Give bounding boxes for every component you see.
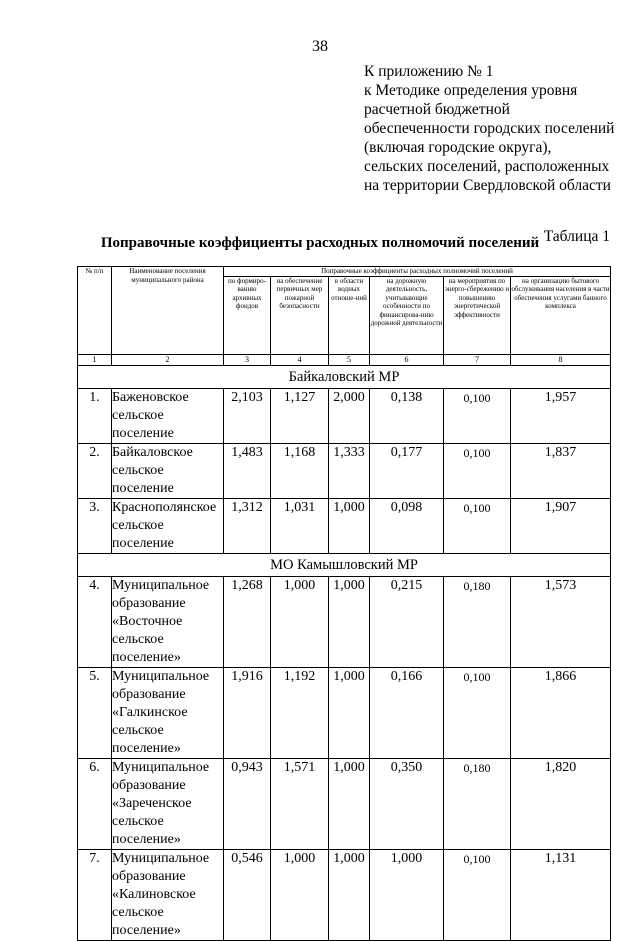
settlement-name: [112, 758, 224, 849]
settlement-name-line: сельское: [112, 813, 164, 829]
appendix-line: (включая городские округа),: [364, 139, 552, 156]
page-number: 38: [312, 38, 328, 55]
settlement-name-line: сельское: [112, 517, 164, 533]
coefficient-value: 1,000: [370, 849, 444, 940]
settlement-name-line: образование: [112, 595, 186, 611]
appendix-line: к Методике определения уровня: [364, 82, 578, 99]
coefficient-value: 0,180: [444, 758, 511, 849]
column-index: 8: [511, 354, 611, 365]
row-number: 1.: [78, 388, 112, 443]
coefficient-value: 0,546: [224, 849, 271, 940]
table-row: [78, 498, 611, 553]
coefficient-value: 0,180: [444, 576, 511, 667]
coefficient-value: 1,000: [329, 758, 370, 849]
table-title-text: Поправочные коэффициенты расходных полномочий поселений: [100, 235, 540, 251]
header-num: № п/п: [78, 267, 112, 355]
coefficient-value: 1,031: [271, 498, 329, 553]
row-number: 7.: [78, 849, 112, 940]
coefficient-value: 1,957: [511, 388, 611, 443]
row-number: 4.: [78, 576, 112, 667]
coefficient-value: 0,100: [444, 849, 511, 940]
coefficient-value: 2,000: [329, 388, 370, 443]
settlement-name-line: поселение»: [112, 922, 181, 938]
settlement-name-line: Муниципальное: [112, 577, 210, 593]
appendix-line: сельских поселений, расположенных: [364, 158, 610, 175]
settlement-name-line: образование: [112, 777, 186, 793]
settlement-name-line: сельское: [112, 631, 164, 647]
table-label: Таблица 1: [543, 228, 610, 245]
appendix-line: на территории Свердловской области: [364, 177, 611, 194]
settlement-name-line: «Восточное: [112, 613, 183, 629]
coefficient-value: 1,483: [224, 443, 271, 498]
coefficient-value: 0,350: [370, 758, 444, 849]
section-title: Байкаловский МР: [78, 365, 611, 388]
coefficient-value: 0,166: [370, 667, 444, 758]
coefficient-value: 0,138: [370, 388, 444, 443]
coefficient-value: 0,098: [370, 498, 444, 553]
appendix-line: обеспеченности городских поселений: [364, 120, 615, 137]
coefficient-value: 1,000: [329, 498, 370, 553]
section-row: [78, 365, 611, 388]
settlement-name-line: поселение: [112, 535, 174, 551]
coefficient-value: 0,100: [444, 443, 511, 498]
settlement-name-line: «Зареченское: [112, 795, 192, 811]
coefficient-value: 0,100: [444, 667, 511, 758]
header-col-6: на дорожную деятельность, учитывающие особенности по финансирова-нию дорожной деятельности: [370, 276, 444, 354]
table-row: [78, 758, 611, 849]
settlement-name-line: «Калиновское: [112, 886, 196, 902]
coefficient-value: 1,000: [271, 576, 329, 667]
coefficient-value: 1,916: [224, 667, 271, 758]
settlement-name-line: сельское: [112, 722, 164, 738]
settlement-name-line: Баженовское: [112, 389, 189, 405]
settlement-name-line: Муниципальное: [112, 759, 210, 775]
coefficient-value: 1,000: [271, 849, 329, 940]
section-row: [78, 553, 611, 576]
column-index: 5: [329, 354, 370, 365]
appendix-line: К приложению № 1: [364, 63, 494, 80]
column-index: 3: [224, 354, 271, 365]
coefficient-value: 0,943: [224, 758, 271, 849]
table-row: [78, 576, 611, 667]
settlement-name: [112, 849, 224, 940]
row-number: 5.: [78, 667, 112, 758]
coefficient-value: 1,820: [511, 758, 611, 849]
coefficient-value: 0,100: [444, 388, 511, 443]
coefficient-value: 1,000: [329, 849, 370, 940]
column-index: 1: [78, 354, 112, 365]
settlement-name-line: «Галкинское: [112, 704, 188, 720]
coefficient-value: 0,215: [370, 576, 444, 667]
column-index: 2: [112, 354, 224, 365]
coefficient-value: 2,103: [224, 388, 271, 443]
coefficient-value: 1,866: [511, 667, 611, 758]
settlement-name-line: поселение»: [112, 831, 181, 847]
appendix-line: расчетной бюджетной: [364, 101, 510, 118]
header-row: [78, 267, 611, 277]
settlement-name-line: сельское: [112, 462, 164, 478]
settlement-name: [112, 443, 224, 498]
coefficient-value: 1,837: [511, 443, 611, 498]
coefficients-table: [77, 266, 611, 941]
coefficient-value: 1,000: [329, 576, 370, 667]
coefficient-value: 1,000: [329, 667, 370, 758]
header-col-4: на обеспечение первичных мер пожарной безопасности: [271, 276, 329, 354]
coefficient-value: 1,168: [271, 443, 329, 498]
row-number: 2.: [78, 443, 112, 498]
table-row: [78, 849, 611, 940]
column-index: 7: [444, 354, 511, 365]
settlement-name-line: Байкаловское: [112, 444, 193, 460]
settlement-name-line: сельское: [112, 904, 164, 920]
settlement-name-line: сельское: [112, 407, 164, 423]
coefficient-value: 0,100: [444, 498, 511, 553]
column-index: 6: [370, 354, 444, 365]
row-number: 3.: [78, 498, 112, 553]
section-title: МО Камышловский МР: [78, 553, 611, 576]
coefficient-value: 0,177: [370, 443, 444, 498]
coefficient-value: 1,127: [271, 388, 329, 443]
settlement-name-line: поселение: [112, 480, 174, 496]
appendix-reference: [364, 62, 634, 195]
header-col-7: на мероприятия по энерго-сбережению и повышению энергетической эффективности: [444, 276, 511, 354]
table-row: [78, 388, 611, 443]
column-index: 4: [271, 354, 329, 365]
settlement-name: [112, 388, 224, 443]
coefficient-value: 1,312: [224, 498, 271, 553]
settlement-name-line: образование: [112, 868, 186, 884]
coefficient-value: 1,192: [271, 667, 329, 758]
header-col-5: в области водных отноше-ний: [329, 276, 370, 354]
table-row: [78, 443, 611, 498]
coefficient-value: 1,333: [329, 443, 370, 498]
coefficient-value: 1,131: [511, 849, 611, 940]
settlement-name-line: Краснополянское: [112, 499, 217, 515]
header-col-3: по формиро-ванию архивных фондов: [224, 276, 271, 354]
settlement-name: [112, 576, 224, 667]
column-index-row: [78, 354, 611, 365]
coefficient-value: 1,268: [224, 576, 271, 667]
header-col-8: на организацию бытового обслуживания населения в части обеспечения услугами банного комплекса: [511, 276, 611, 354]
table-row: [78, 667, 611, 758]
coefficient-value: 1,571: [271, 758, 329, 849]
settlement-name-line: поселение»: [112, 740, 181, 756]
coefficient-value: 1,573: [511, 576, 611, 667]
settlement-name-line: Муниципальное: [112, 668, 210, 684]
header-group: Поправочные коэффициенты расходных полномочий поселений: [224, 267, 611, 277]
settlement-name-line: образование: [112, 686, 186, 702]
table-body: [78, 365, 611, 940]
settlement-name-line: поселение»: [112, 649, 181, 665]
settlement-name-line: Муниципальное: [112, 850, 210, 866]
header-name: Наименование поселения муниципального района: [112, 267, 224, 355]
coefficient-value: 1,907: [511, 498, 611, 553]
table-title: [0, 235, 640, 252]
settlement-name: [112, 498, 224, 553]
settlement-name: [112, 667, 224, 758]
row-number: 6.: [78, 758, 112, 849]
settlement-name-line: поселение: [112, 425, 174, 441]
